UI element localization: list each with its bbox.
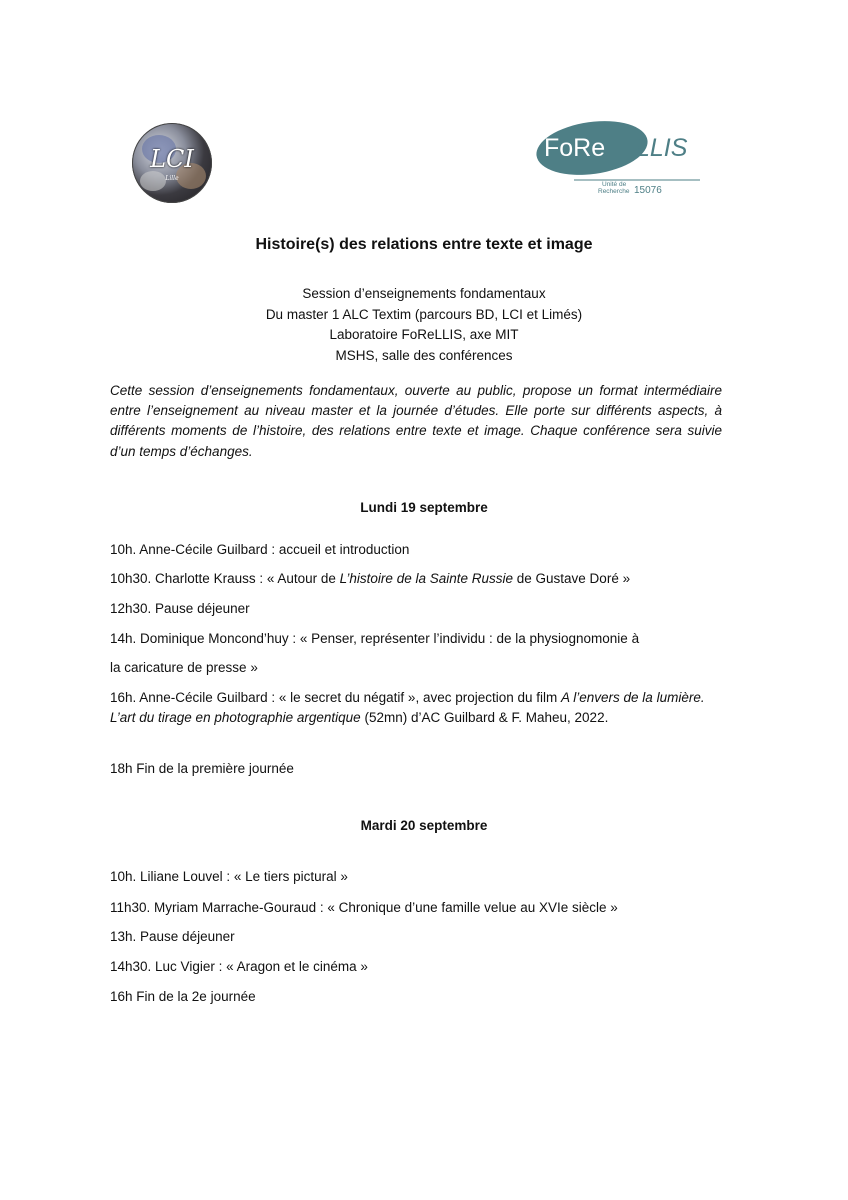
forellis-unit-label-line2: Recherche	[598, 188, 630, 195]
program-item: 10h. Anne-Cécile Guilbard : accueil et introduction	[110, 542, 410, 557]
program-item: 10h. Liliane Louvel : « Le tiers pictural »	[110, 869, 348, 884]
session-info	[0, 284, 848, 366]
session-line: Du master 1 ALC Textim (parcours BD, LCI et Limés)	[265, 306, 583, 322]
program-item: 14h. Dominique Moncond’huy : « Penser, représenter l’individu : de la physiognomonie à	[110, 631, 640, 646]
program-item-work-title: L’histoire de la Sainte Russie	[339, 571, 514, 586]
program-item: 18h Fin de la première journée	[110, 761, 294, 776]
lci-logo-text: LCI	[150, 145, 194, 173]
program-item-text: 10h30. Charlotte Krauss : « Autour de	[110, 571, 340, 586]
program-item: 12h30. Pause déjeuner	[110, 601, 250, 616]
forellis-logo-name-part1: FoRe	[544, 134, 606, 162]
program-item-work-title: A l’envers de la lumière. L’art du tirage en photographie argentique	[110, 690, 705, 725]
program-item-text: 16h. Anne-Cécile Guilbard : « le secret du négatif », avec projection du film	[110, 690, 562, 705]
lci-logo-subtitle: Lille	[165, 175, 179, 182]
program-item: 16h Fin de la 2e journée	[110, 989, 256, 1004]
intro-paragraph: Cette session d’enseignements fondamentaux, ouverte au public, propose un format intermédiaire entre l’enseignement au niveau master et la journée d’études. Elle porte sur différents aspects, à différents moments de l’histoire, des relations entre texte et image. Chaque conférence sera suivie d’un temps d’échanges.	[110, 383, 722, 459]
forellis-logo-name-part2: LLIS	[636, 134, 688, 162]
program-item: 11h30. Myriam Marrache-Gouraud : « Chronique d’une famille velue au XVIe siècle »	[110, 900, 618, 915]
program-item	[110, 688, 725, 728]
forellis-unit-label-line1: Unité de	[602, 181, 627, 188]
program-item	[110, 569, 740, 589]
lci-logo	[132, 123, 212, 203]
day-heading-tuesday: Mardi 20 septembre	[360, 818, 488, 833]
session-line: Laboratoire FoReLLIS, axe MIT	[329, 327, 519, 342]
program-item: 13h. Pause déjeuner	[110, 929, 235, 944]
session-line: MSHS, salle des conférences	[335, 347, 513, 363]
day-heading-monday: Lundi 19 septembre	[360, 500, 488, 515]
program-item-continuation: la caricature de presse »	[110, 660, 258, 675]
document-title: Histoire(s) des relations entre texte et image	[255, 236, 593, 253]
forellis-logo	[530, 110, 710, 202]
forellis-unit-number: 15076	[634, 185, 662, 196]
session-line: Session d’enseignements fondamentaux	[302, 286, 546, 301]
program-item: 14h30. Luc Vigier : « Aragon et le cinéma »	[110, 959, 368, 974]
program-item-text: de Gustave Doré »	[513, 571, 631, 586]
program-item-text: (52mn) d’AC Guilbard & F. Maheu, 2022.	[360, 710, 609, 725]
